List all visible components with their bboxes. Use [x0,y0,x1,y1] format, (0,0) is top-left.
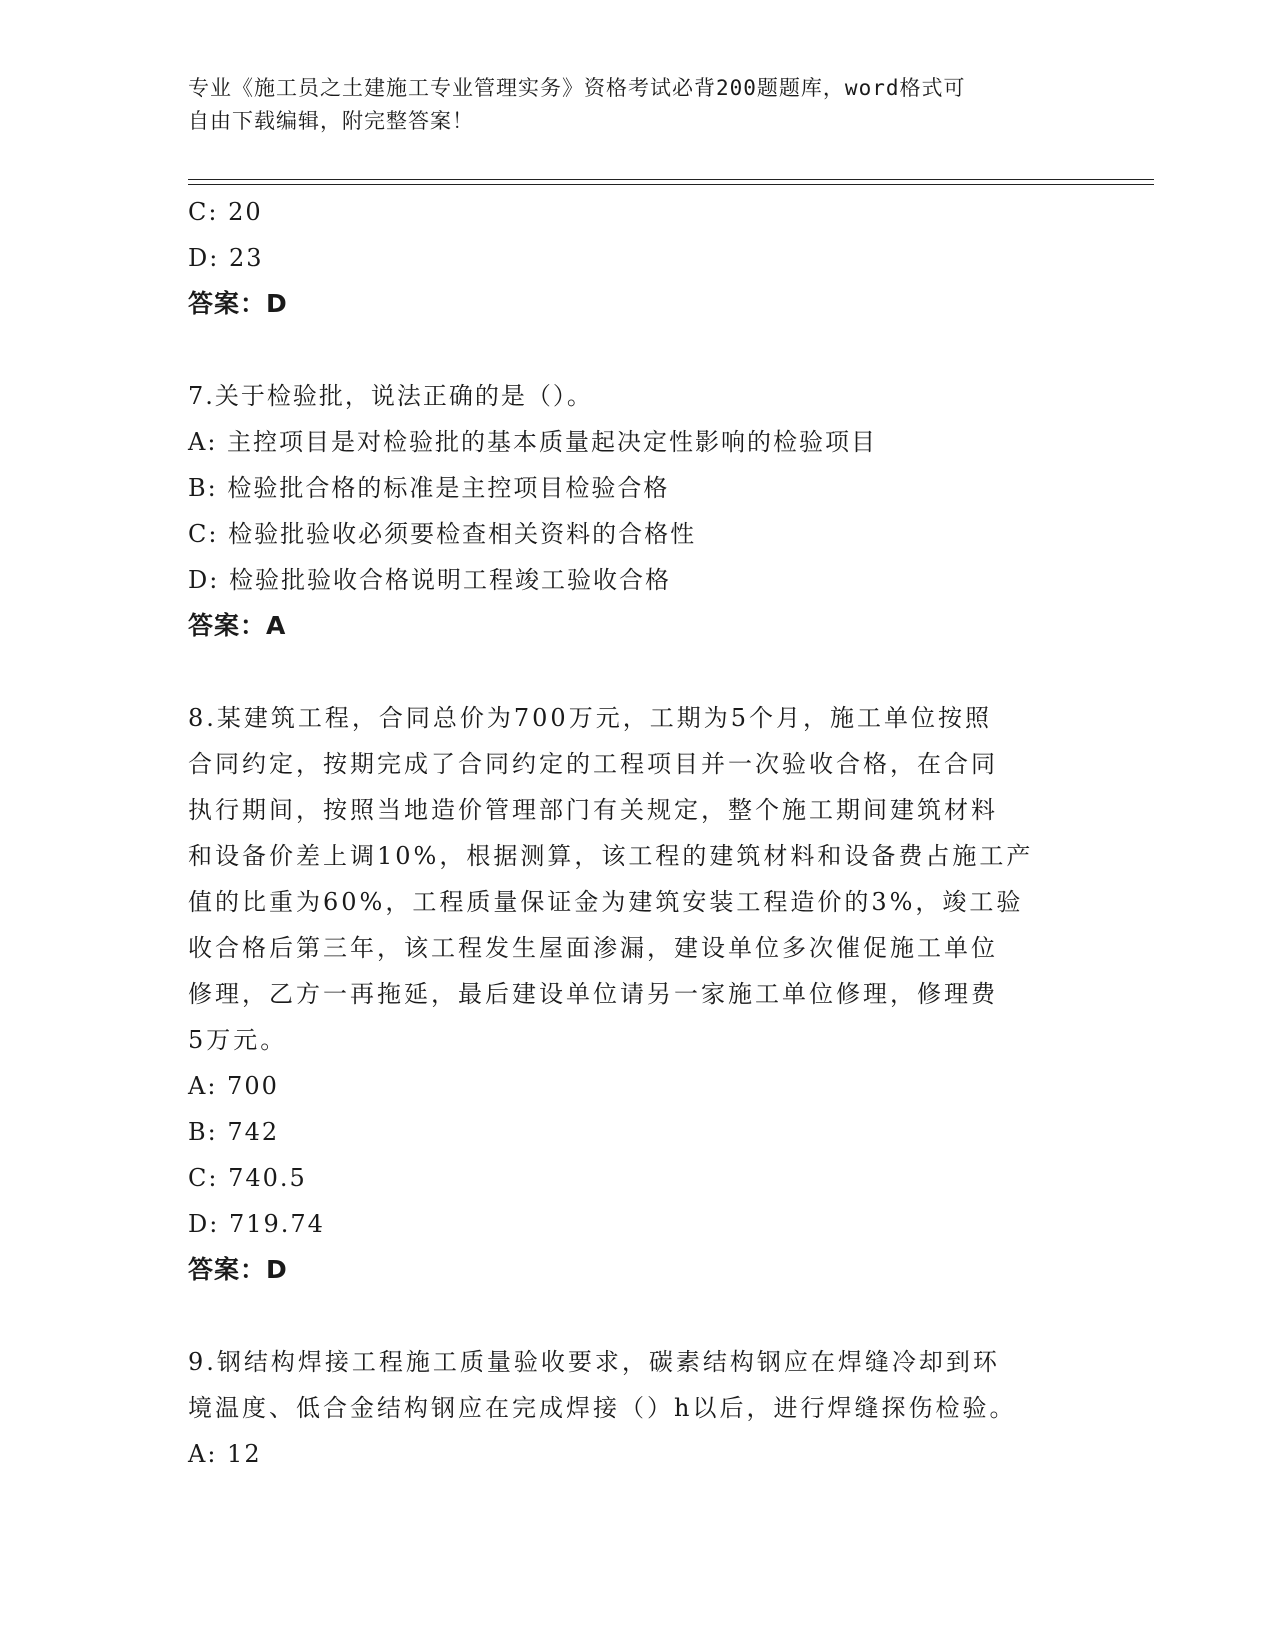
q7-stem: 7.关于检验批，说法正确的是（）。 [188,382,593,410]
header-divider-top [188,179,1154,180]
question-6-tail [188,189,1088,327]
q8-stem-line: 值的比重为60%，工程质量保证金为建筑安装工程造价的3%，竣工验 [188,888,1024,916]
q8-stem-line: 8.某建筑工程，合同总价为700万元，工期为5个月，施工单位按照 [188,704,992,732]
q8-stem-line: 5万元。 [188,1026,288,1054]
q6-option-d: D: 23 [188,244,264,272]
document-body [188,189,1088,1477]
spacer [188,327,1088,373]
q6-option-c: C: 20 [188,198,263,226]
q8-answer: 答案：D [188,1255,288,1284]
question-7 [188,373,1088,649]
q7-option-b: B: 检验批合格的标准是主控项目检验合格 [188,474,670,502]
q8-stem-line: 和设备价差上调10%，根据测算，该工程的建筑材料和设备费占施工产 [188,842,1034,870]
spacer [188,649,1088,695]
q8-option-b: B: 742 [188,1118,280,1146]
document-header [188,72,1068,138]
question-9 [188,1339,1088,1477]
q7-option-a: A: 主控项目是对检验批的基本质量起决定性影响的检验项目 [188,428,878,456]
q8-stem-line: 执行期间，按照当地造价管理部门有关规定，整个施工期间建筑材料 [188,796,998,824]
q9-option-a: A: 12 [188,1440,262,1468]
header-divider-bottom [188,184,1154,185]
spacer [188,1293,1088,1339]
q9-stem-line: 境温度、低合金结构钢应在完成焊接（）h以后，进行焊缝探伤检验。 [188,1394,1017,1422]
q8-option-a: A: 700 [188,1072,279,1100]
header-line-2: 自由下载编辑，附完整答案！ [188,109,474,133]
q7-answer: 答案：A [188,611,287,640]
header-line-1: 专业《施工员之土建施工专业管理实务》资格考试必背200题题库，word格式可 [188,76,966,100]
q8-option-c: C: 740.5 [188,1164,307,1192]
q8-option-d: D: 719.74 [188,1210,325,1238]
q8-stem [188,695,1088,1063]
question-8 [188,695,1088,1293]
q8-stem-line: 合同约定，按期完成了合同约定的工程项目并一次验收合格，在合同 [188,750,998,778]
q9-stem-line: 9.钢结构焊接工程施工质量验收要求，碳素结构钢应在焊缝冷却到环 [188,1348,1000,1376]
q8-stem-line: 收合格后第三年，该工程发生屋面渗漏，建设单位多次催促施工单位 [188,934,998,962]
q7-option-c: C: 检验批验收必须要检查相关资料的合格性 [188,520,697,548]
q8-stem-line: 修理，乙方一再拖延，最后建设单位请另一家施工单位修理，修理费 [188,980,998,1008]
q7-option-d: D: 检验批验收合格说明工程竣工验收合格 [188,566,671,594]
q6-answer: 答案：D [188,289,288,318]
q9-stem [188,1339,1088,1431]
